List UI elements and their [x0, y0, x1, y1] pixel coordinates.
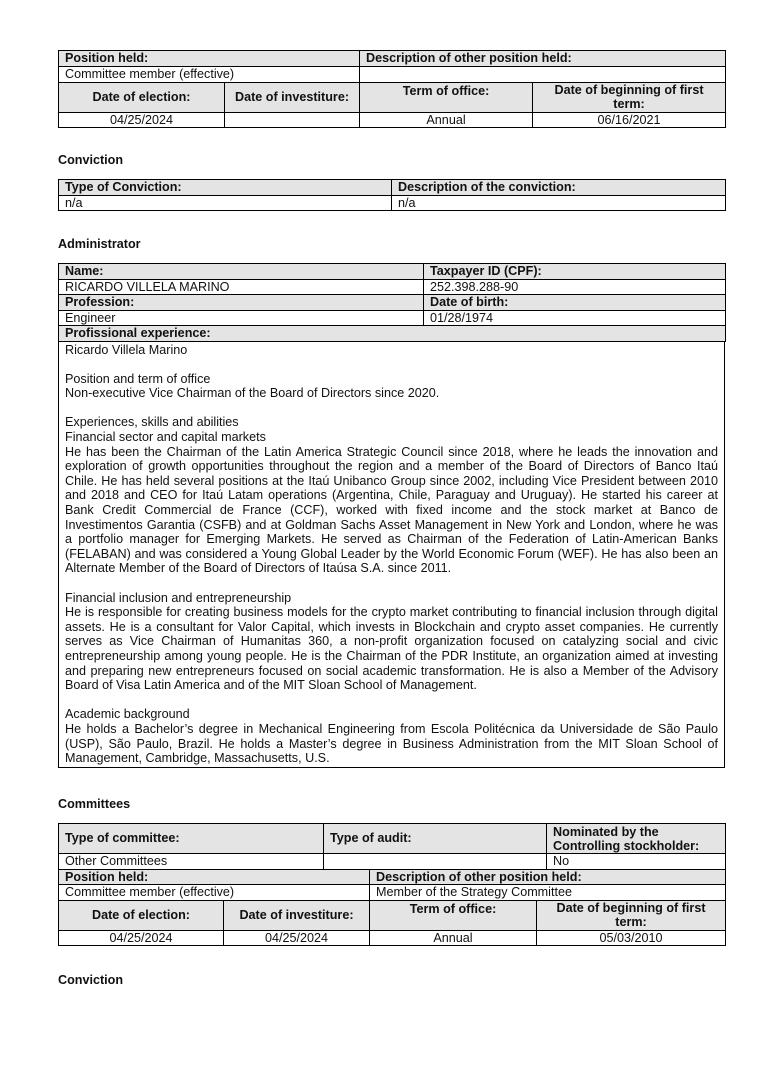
- conviction-table: [58, 179, 725, 211]
- term-label: Term of office:: [360, 82, 533, 112]
- profession-label: Profession:: [59, 295, 424, 311]
- name-value: RICARDO VILLELA MARINO: [59, 279, 424, 295]
- date-investiture-value: [225, 112, 360, 128]
- exp-inclusion-title: Financial inclusion and entrepreneurship: [65, 590, 292, 605]
- first-term-value: 06/16/2021: [533, 112, 726, 128]
- experience-text: [58, 342, 725, 768]
- dob-label: Date of birth:: [424, 295, 726, 311]
- exp-academic-title: Academic background: [65, 707, 190, 722]
- committee-date-investiture-label: Date of investiture:: [224, 900, 370, 930]
- audit-type-label: Type of audit:: [324, 824, 547, 854]
- dob-value: 01/28/1974: [424, 310, 726, 326]
- audit-type-value: [324, 854, 547, 870]
- desc-other-value: [360, 67, 726, 83]
- term-value: Annual: [360, 112, 533, 128]
- conviction-heading-2: Conviction: [58, 973, 124, 987]
- date-election-label: Date of election:: [59, 82, 225, 112]
- exp-inclusion-text: He is responsible for creating business models for the crypto market contributing to financial inclusion through digital assets. He is a consultant for Valor Capital, which invests in Blockchain and crypto asset companies. He currently serves as Vice Chairman of Humanitas 360, a non-profit organization focused on catalyzing social and civic entrepreneurship among young people. He is the Chairman of the PDR Institute, an organization aimed at investing and preparing new entrepreneurs focused on social academic transformation. He is also a Member of the Advisory Board of Visa Latin America and of the MIT Sloan School of Management.: [65, 605, 718, 693]
- administrator-heading: Administrator: [58, 237, 141, 251]
- exp-financial-text: He has been the Chairman of the Latin America Strategic Council since 2018, where he leads the innovation and exploration of growth opportunities throughout the region and a member of the Board of Directors of Banco Itaú Chile. He has held several positions at the Itaú Unibanco Group since 2002, including Vice President between 2010 and 2018 and CEO for Itaú Latam operations (Argentina, Chile, Paraguay and Uruguay). He started his career at Bank Credit Commercial de France (CCF), worked with fixed income and the stock market at Banco de Investimentos Garantia (CSFB) and at Goldman Sachs Asset Management in New York and London, where he was a portfolio manager for Emerging Markets. He served as Chairman of the Federation of Latin-American Banks (FELABAN) and was considered a Young Global Leader by the World Economic Forum (WEF). He has also been an Alternate Member of the Board of Directors of Itaúsa S.A. since 2011.: [65, 444, 718, 576]
- committees-heading: Committees: [58, 797, 131, 811]
- committee-type-value: Other Committees: [59, 854, 324, 870]
- exp-position-title: Position and term of office: [65, 371, 211, 386]
- committee-term-label: Term of office:: [370, 900, 537, 930]
- exp-academic-text: He holds a Bachelor’s degree in Mechanical Engineering from Escola Politécnica da Universidade de São Paulo (USP), São Paulo, Brazil. He holds a Master’s degree in Business Administration from the MIT Sloan School of Management, Cambridge, Massachusetts, U.S.: [65, 721, 718, 766]
- exp-position-text: Non-executive Vice Chairman of the Board of Directors since 2020.: [65, 386, 440, 401]
- cpf-label: Taxpayer ID (CPF):: [424, 264, 726, 280]
- committee-date-investiture-value: 04/25/2024: [224, 930, 370, 946]
- committees-table: [58, 823, 725, 946]
- exp-name: Ricardo Villela Marino: [65, 342, 188, 357]
- committee-date-election-value: 04/25/2024: [59, 930, 224, 946]
- position-held-value: Committee member (effective): [59, 67, 360, 83]
- conviction-desc-value: n/a: [392, 195, 726, 211]
- name-label: Name:: [59, 264, 424, 280]
- conviction-heading: Conviction: [58, 153, 124, 167]
- profession-value: Engineer: [59, 310, 424, 326]
- conviction-type-value: n/a: [59, 195, 392, 211]
- committee-desc-other-label: Description of other position held:: [370, 869, 726, 885]
- exp-skills-title: Experiences, skills and abilities: [65, 415, 239, 430]
- committee-desc-other-value: Member of the Strategy Committee: [370, 885, 726, 901]
- position-held-label: Position held:: [59, 51, 360, 67]
- committee-type-label: Type of committee:: [59, 824, 324, 854]
- experience-label: Profissional experience:: [59, 326, 726, 342]
- exp-financial-title: Financial sector and capital markets: [65, 430, 266, 445]
- cpf-value: 252.398.288-90: [424, 279, 726, 295]
- nominated-label: Nominated by the Controlling stockholder:: [547, 824, 726, 854]
- position-table-top: [58, 50, 725, 128]
- committee-first-term-value: 05/03/2010: [537, 930, 726, 946]
- committee-term-value: Annual: [370, 930, 537, 946]
- committee-first-term-label: Date of beginning of first term:: [537, 900, 726, 930]
- first-term-label: Date of beginning of first term:: [533, 82, 726, 112]
- date-election-value: 04/25/2024: [59, 112, 225, 128]
- nominated-value: No: [547, 854, 726, 870]
- date-investiture-label: Date of investiture:: [225, 82, 360, 112]
- committee-date-election-label: Date of election:: [59, 900, 224, 930]
- administrator-table: [58, 263, 725, 768]
- committee-position-held-value: Committee member (effective): [59, 885, 370, 901]
- conviction-desc-label: Description of the conviction:: [392, 180, 726, 196]
- desc-other-label: Description of other position held:: [360, 51, 726, 67]
- committee-position-held-label: Position held:: [59, 869, 370, 885]
- conviction-type-label: Type of Conviction:: [59, 180, 392, 196]
